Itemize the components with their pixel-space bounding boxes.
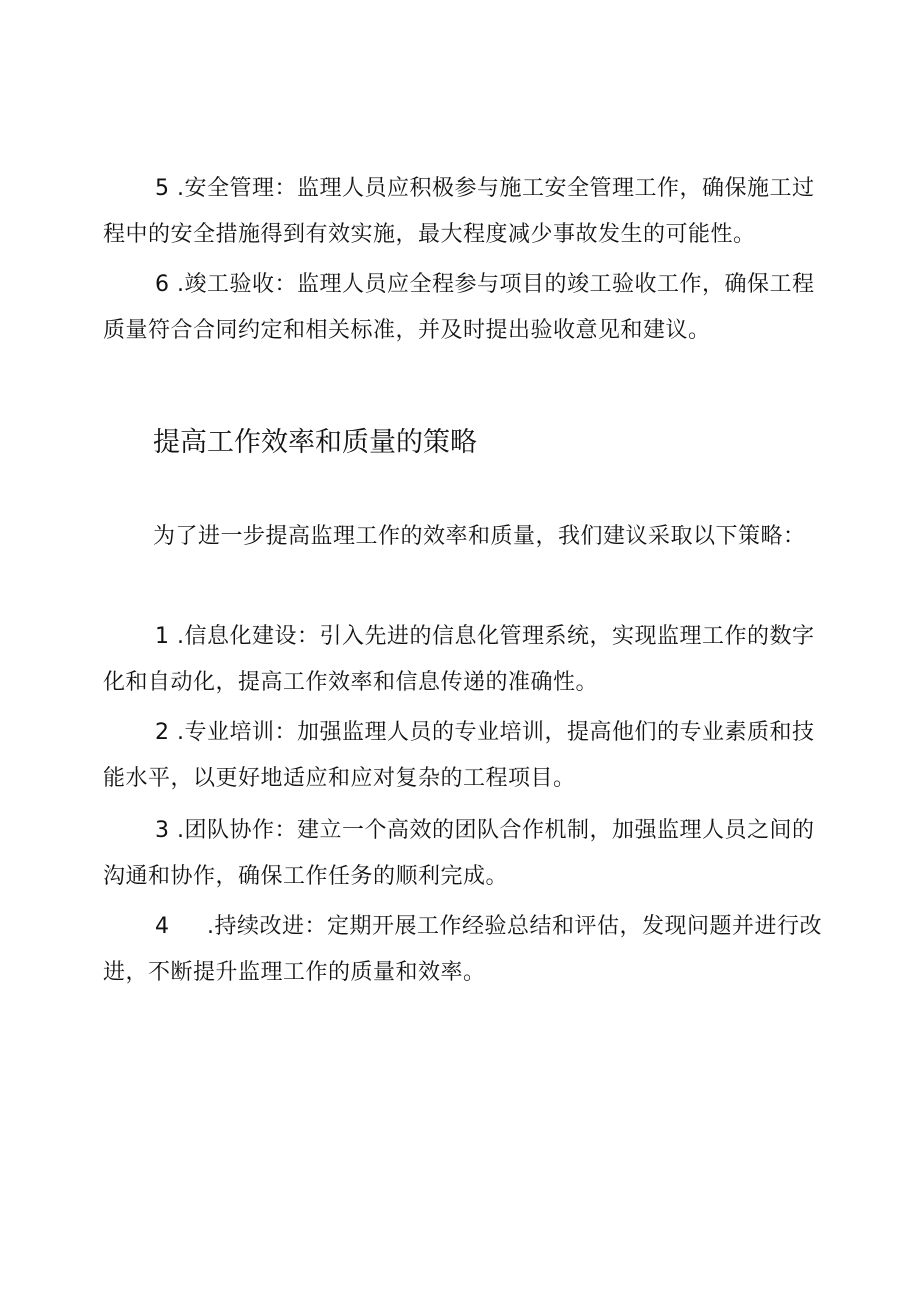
list-item-safety-management — [103, 166, 823, 258]
item-body: 监理人员应全程参与项目的竣工验收工作，确保工程质量符合合同约定和相关标准，并及时提出验收意见和建议。 — [103, 272, 815, 343]
item-title: .持续改进： — [207, 914, 327, 939]
item-body: 引入先进的信息化管理系统，实现监理工作的数字化和自动化，提高工作效率和信息传递的准确性。 — [103, 624, 815, 695]
item-title: .信息化建设： — [177, 624, 320, 649]
item-number: 2 — [155, 720, 170, 745]
item-number: 5 — [155, 176, 170, 201]
list-item-continuous-improvement — [103, 904, 823, 996]
list-item-informatization — [103, 614, 823, 706]
item-title: .安全管理： — [177, 176, 297, 201]
list-item-completion-acceptance — [103, 262, 823, 354]
item-title: .专业培训： — [177, 720, 297, 745]
item-body: 加强监理人员的专业培训，提高他们的专业素质和技能水平，以更好地适应和应对复杂的工程项目。 — [103, 720, 815, 791]
list-item-professional-training — [103, 710, 823, 802]
item-number: 6 — [155, 272, 170, 297]
item-number: 1 — [155, 624, 170, 649]
item-body: 定期开展工作经验总结和评估，发现问题并进行改进，不断提升监理工作的质量和效率。 — [103, 914, 823, 985]
item-number: 4 — [155, 914, 170, 939]
list-item-team-collaboration — [103, 808, 823, 900]
item-body: 监理人员应积极参与施工安全管理工作，确保施工过程中的安全措施得到有效实施，最大程度减少事故发生的可能性。 — [103, 176, 815, 247]
section-heading: 提高工作效率和质量的策略 — [153, 427, 477, 458]
item-number: 3 — [155, 818, 170, 843]
item-title: .团队协作： — [177, 818, 297, 843]
item-body: 建立一个高效的团队合作机制，加强监理人员之间的沟通和协作，确保工作任务的顺利完成。 — [103, 818, 815, 889]
section-lead: 为了进一步提高监理工作的效率和质量，我们建议采取以下策略： — [153, 524, 806, 549]
item-title: .竣工验收： — [177, 272, 297, 297]
